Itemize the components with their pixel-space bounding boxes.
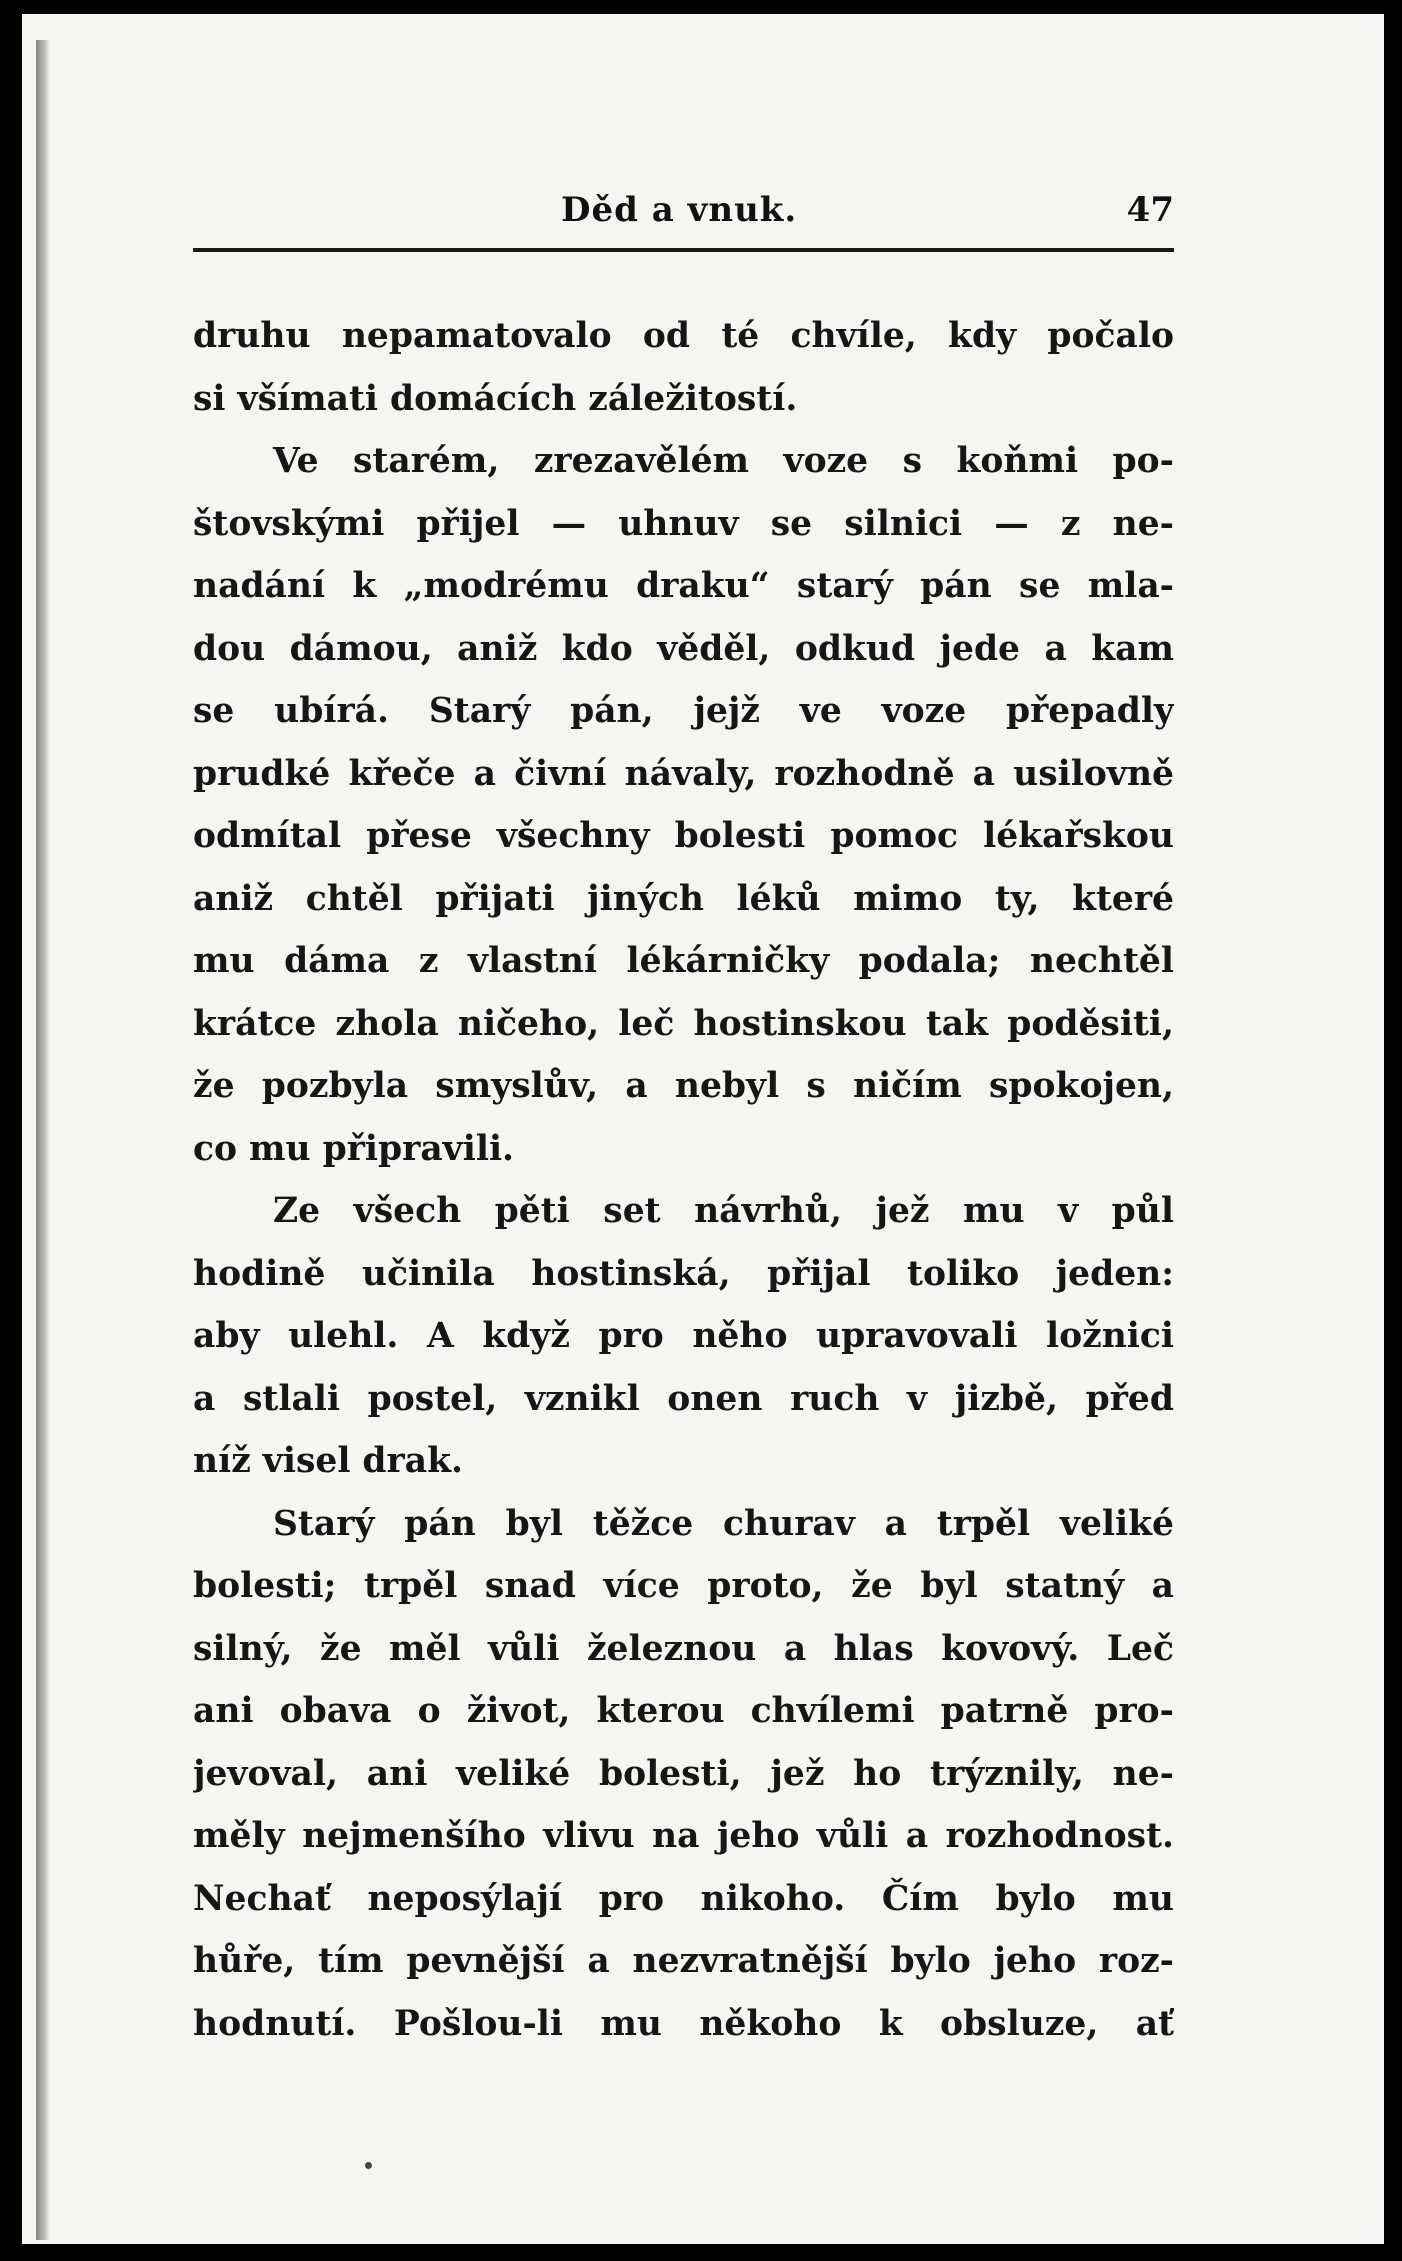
text-line: měly nejmenšího vlivu na jeho vůli a rozhodnost. [193, 1816, 1174, 1856]
page-binding-shadow [36, 40, 50, 2240]
text-line: níž visel drak. [193, 1441, 464, 1481]
text-line: druhu nepamatovalo od té chvíle, kdy počalo [193, 316, 1174, 356]
text-line: štovskými přijel — uhnuv se silnici — z ne- [193, 503, 1174, 544]
header-rule [193, 248, 1174, 252]
text-line: Ve starém, zrezavělém voze s koňmi po- [273, 441, 1174, 481]
scan-border [0, 0, 22, 2261]
text-line: aniž chtěl přijati jiných léků mimo ty, které [193, 878, 1174, 919]
text-line: hodnutí. Pošlou-li mu někoho k obsluze, ať [193, 2003, 1174, 2044]
text-line: nadání k „modrému draku“ starý pán se mla- [193, 566, 1174, 606]
text-line: aby ulehl. A když pro něho upravovali ložnici [193, 1316, 1174, 1356]
text-line: si všímati domácích záležitostí. [193, 378, 798, 419]
text-line: hodině učinila hostinská, přijal toliko jeden: [193, 1253, 1174, 1294]
text-line: ani obava o život, kterou chvílemi patrně pro- [193, 1691, 1174, 1731]
text-line: dou dámou, aniž kdo věděl, odkud jede a kam [193, 628, 1174, 669]
text-line: se ubírá. Starý pán, jejž ve voze přepadly [193, 691, 1174, 731]
text-line: že pozbyla smyslův, a nebyl s ničím spokojen, [193, 1066, 1174, 1106]
text-line: silný, že měl vůli železnou a hlas kovový. Leč [193, 1628, 1174, 1669]
page-number: 47 [1126, 190, 1174, 230]
running-title: Děd a vnuk. [561, 190, 798, 230]
running-header [193, 182, 1174, 242]
text-line: Nechať neposýlají pro nikoho. Čím bylo mu [193, 1878, 1174, 1919]
text-line: jevoval, ani veliké bolesti, jež ho trýznily, ne- [193, 1753, 1174, 1794]
text-line: krátce zhola ničeho, leč hostinskou tak poděsiti, [193, 1003, 1174, 1044]
body-text [193, 305, 1174, 2055]
text-line: a stlali postel, vznikl onen ruch v jizbě, před [193, 1378, 1174, 1419]
text-line: odmítal přese všechny bolesti pomoc lékařskou [193, 816, 1174, 856]
text-line: hůře, tím pevnější a nezvratnější bylo jeho roz- [193, 1941, 1174, 1981]
text-line: Ze všech pěti set návrhů, jež mu v půl [273, 1191, 1174, 1231]
text-line: Starý pán byl těžce churav a trpěl veliké [273, 1503, 1174, 1544]
scan-speck [365, 2162, 372, 2169]
text-line: co mu připravili. [193, 1128, 515, 1169]
text-line: bolesti; trpěl snad více proto, že byl statný a [193, 1566, 1174, 1606]
text-line: prudké křeče a čivní návaly, rozhodně a usilovně [193, 753, 1174, 794]
text-line: mu dáma z vlastní lékárničky podala; nechtěl [193, 941, 1174, 981]
